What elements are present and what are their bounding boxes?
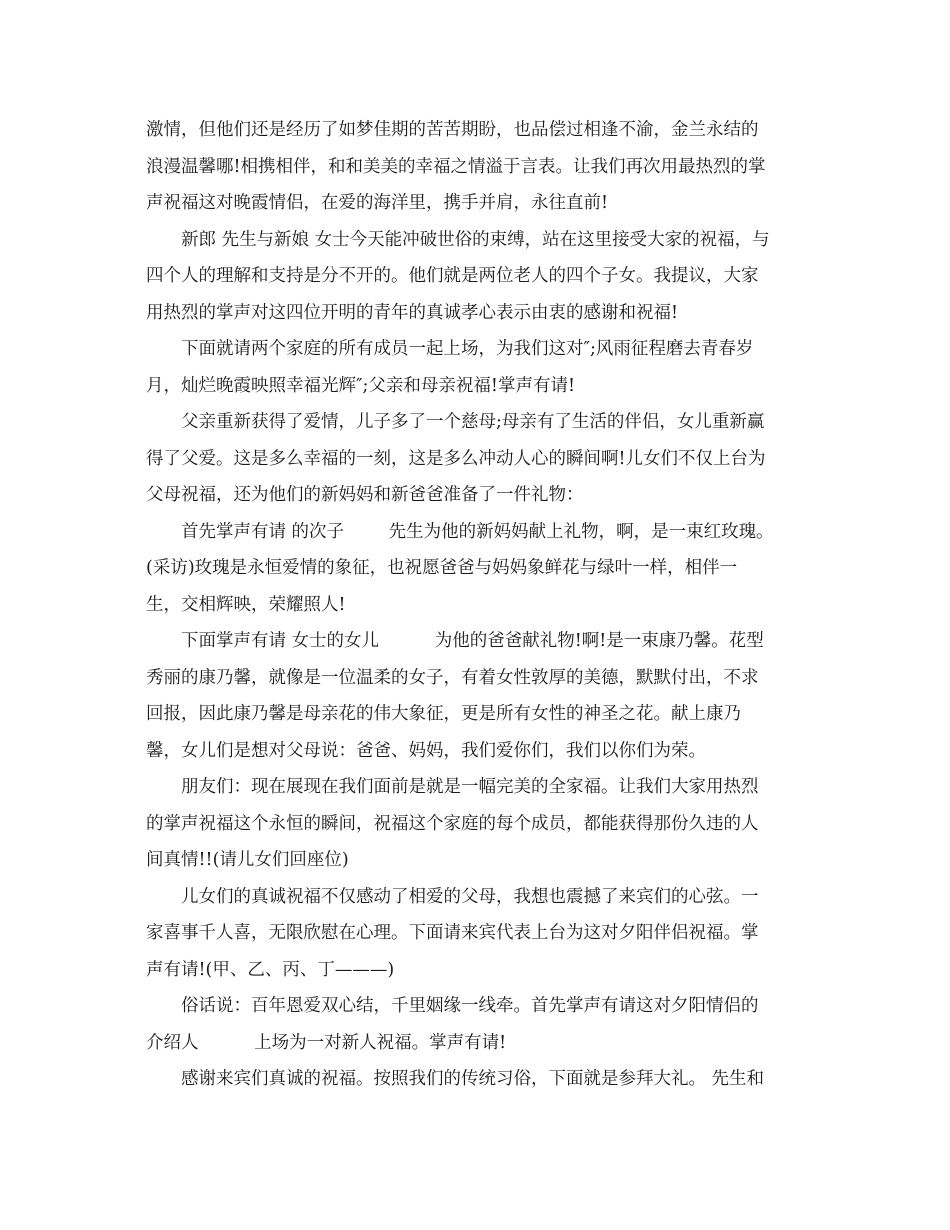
text-line: 得了父爱。这是多么幸福的一刻，这是多么冲动人心的瞬间啊!儿女们不仅上台为 xyxy=(146,448,766,469)
text-line: 生，交相辉映，荣耀照人! xyxy=(146,594,346,615)
text-line: 馨，女儿们是想对父母说：爸爸、妈妈，我们爱你们，我们以你们为荣。 xyxy=(146,740,706,761)
text-line: 用热烈的掌声对这四位开明的青年的真诚孝心表示由衷的感谢和祝福! xyxy=(146,302,679,323)
text-line: 父母祝福，还为他们的新妈妈和新爸爸准备了一件礼物： xyxy=(146,485,584,505)
text-line: 首先掌声有请 的次子 先生为他的新妈妈献上礼物，啊，是一束红玫瑰。 xyxy=(181,521,774,542)
text-line: 下面就请两个家庭的所有成员一起上场，为我们这对″;风雨征程磨去青春岁 xyxy=(181,339,754,359)
text-line: 激情，但他们还是经历了如梦佳期的苦苦期盼，也品偿过相逢不渝，金兰永结的 xyxy=(146,120,759,140)
text-line: (采访)玫瑰是永恒爱情的象征，也祝愿爸爸与妈妈象鲜花与绿叶一样，相伴一 xyxy=(146,558,738,578)
document-body xyxy=(146,112,806,1098)
text-line: 声祝福这对晚霞情侣，在爱的海洋里，携手并肩，永往直前! xyxy=(146,193,609,213)
text-line: 秀丽的康乃馨，就像是一位温柔的女子，有着女性敦厚的美德，默默付出，不求 xyxy=(146,667,759,688)
text-line: 儿女们的真诚祝福不仅感动了相爱的父母，我想也震撼了来宾们的心弦。一 xyxy=(181,886,759,907)
text-line: 声有请!(甲、乙、丙、丁———) xyxy=(146,959,395,980)
text-line: 介绍人 上场为一对新人祝福。掌声有请! xyxy=(146,1032,507,1053)
text-line: 新郎 先生与新娘 女士今天能冲破世俗的束缚，站在这里接受大家的祝福，与 xyxy=(181,229,770,250)
text-line: 的掌声祝福这个永恒的瞬间，祝福这个家庭的每个成员，都能获得那份久违的人 xyxy=(146,813,759,834)
text-line: 四个人的理解和支持是分不开的。他们就是两位老人的四个子女。我提议，大家 xyxy=(146,266,759,286)
text-line: 下面掌声有请 女士的女儿 为他的爸爸献礼物!啊!是一束康乃馨。花型 xyxy=(181,631,764,651)
text-line: 浪漫温馨哪!相携相伴，和和美美的幸福之情溢于言表。让我们再次用最热烈的掌 xyxy=(146,156,766,177)
text-line: 俗话说：百年恩爱双心结，千里姻缘一线牵。首先掌声有请这对夕阳情侣的 xyxy=(181,996,759,1016)
text-line: 感谢来宾们真诚的祝福。按照我们的传统习俗，下面就是参拜大礼。 先生和 xyxy=(181,1069,765,1089)
text-line: 间真情!!(请儿女们回座位) xyxy=(146,850,349,870)
text-line: 月，灿烂晚霞映照幸福光辉″;父亲和母亲祝福!掌声有请! xyxy=(146,375,575,396)
text-line: 回报，因此康乃馨是母亲花的伟大象征，更是所有女性的神圣之花。献上康乃 xyxy=(146,704,741,724)
text-line: 朋友们：现在展现在我们面前是就是一幅完美的全家福。让我们大家用热烈 xyxy=(181,777,759,797)
text-line: 父亲重新获得了爱情，儿子多了一个慈母;母亲有了生活的伴侣，女儿重新赢 xyxy=(181,412,765,432)
text-line: 家喜事千人喜，无限欣慰在心理。下面请来宾代表上台为这对夕阳伴侣祝福。掌 xyxy=(146,923,759,943)
